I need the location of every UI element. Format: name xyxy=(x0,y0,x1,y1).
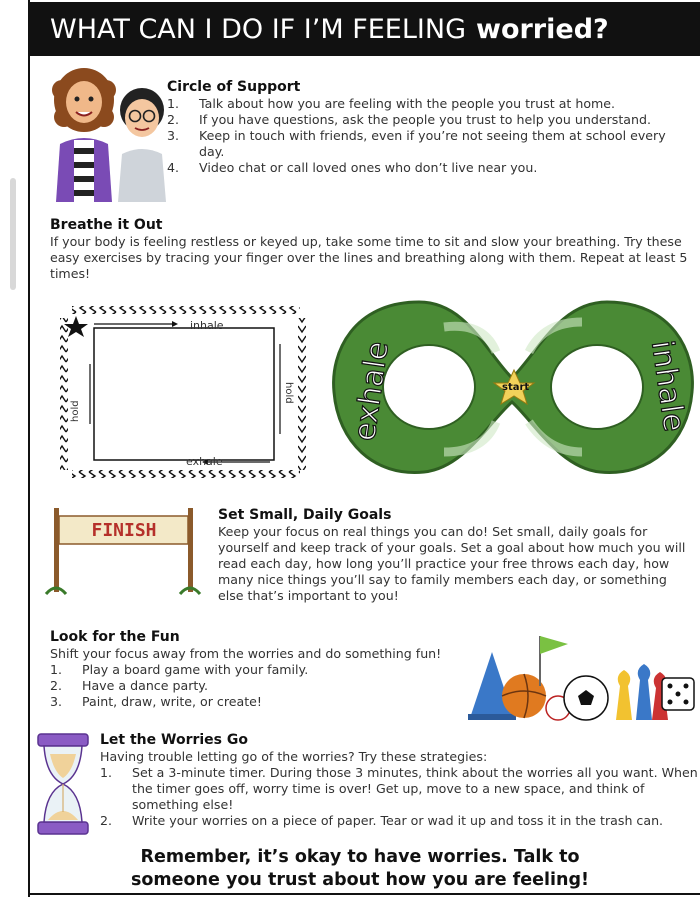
worries-list xyxy=(100,765,698,829)
title-banner xyxy=(30,2,700,56)
list-item: 3. Keep in touch with friends, even if you’re not seeing them at school every day. xyxy=(167,128,666,159)
list-item: 4. Video chat or call loved ones who don’t live near you. xyxy=(167,160,538,175)
circle-of-support-list xyxy=(167,96,697,176)
breathe-body: If your body is feeling restless or keyed up, take some time to sit and slow your breathing. Try these easy exercises by tracing your finger over the lines and breathing along with them. Repeat at least 5 times! xyxy=(50,234,688,281)
infinity-center-label: start xyxy=(502,382,530,393)
title-main: WHAT CAN I DO IF I’M FEELING xyxy=(50,13,466,45)
infinity-breathing-diagram xyxy=(324,292,700,482)
fun-intro: Shift your focus away from the worries and do something fun! xyxy=(50,646,442,661)
reminder-line-2: someone you trust about how you are feeling! xyxy=(130,870,589,890)
bottom-border xyxy=(28,893,700,895)
fun-list xyxy=(50,662,470,710)
worries-title: Let the Worries Go xyxy=(100,732,248,748)
hourglass-icon xyxy=(34,732,92,836)
list-item: 3. Paint, draw, write, or create! xyxy=(50,694,262,709)
goals-title: Set Small, Daily Goals xyxy=(218,507,392,523)
kids-illustration xyxy=(42,62,172,202)
list-item: 2. Have a dance party. xyxy=(50,678,208,693)
list-item: 2. Write your worries on a piece of paper. Tear or wad it up and toss it in the trash can. xyxy=(100,813,664,828)
finish-banner-icon xyxy=(42,502,208,598)
goals-body: Keep your focus on real things you can do! Set small, daily goals for yourself and keep track of your goals. Set a goal about how much you will read each day, how long you’ll practice your free throws each day, how many nice things you’ll say to family members each day, or something else that’s important to you! xyxy=(218,524,686,603)
list-item: 2. If you have questions, ask the people you trust to help you understand. xyxy=(167,112,651,127)
reminder-text xyxy=(30,846,690,892)
fun-title: Look for the Fun xyxy=(50,629,180,645)
square-breathing-diagram xyxy=(58,304,308,480)
infinity-right-label: inhale xyxy=(644,338,692,434)
list-item: 1. Talk about how you are feeling with the people you trust at home. xyxy=(167,96,616,111)
reminder-line-1: Remember, it’s okay to have worries. Talk to xyxy=(140,847,580,867)
infinity-left-label: exhale xyxy=(347,339,396,444)
square-left-label: hold xyxy=(70,400,81,422)
breathe-title: Breathe it Out xyxy=(50,217,163,233)
square-top-label: inhale xyxy=(190,319,224,332)
square-right-label: hold xyxy=(283,382,294,404)
title-emphasis: worried? xyxy=(476,13,609,45)
scroll-indicator xyxy=(10,178,16,290)
game-pieces-illustration xyxy=(466,626,696,726)
list-item: 1. Set a 3-minute timer. During those 3 minutes, think about the worries all you want. When the timer goes off, worry time is over! Get up, move to a new space, and think of something else! xyxy=(100,765,698,812)
circle-of-support-title: Circle of Support xyxy=(167,79,301,95)
list-item: 1. Play a board game with your family. xyxy=(50,662,309,677)
finish-label: FINISH xyxy=(91,520,157,541)
worksheet-page xyxy=(28,0,700,897)
worries-intro: Having trouble letting go of the worries? Try these strategies: xyxy=(100,749,488,764)
square-bottom-label: exhale xyxy=(186,455,223,468)
